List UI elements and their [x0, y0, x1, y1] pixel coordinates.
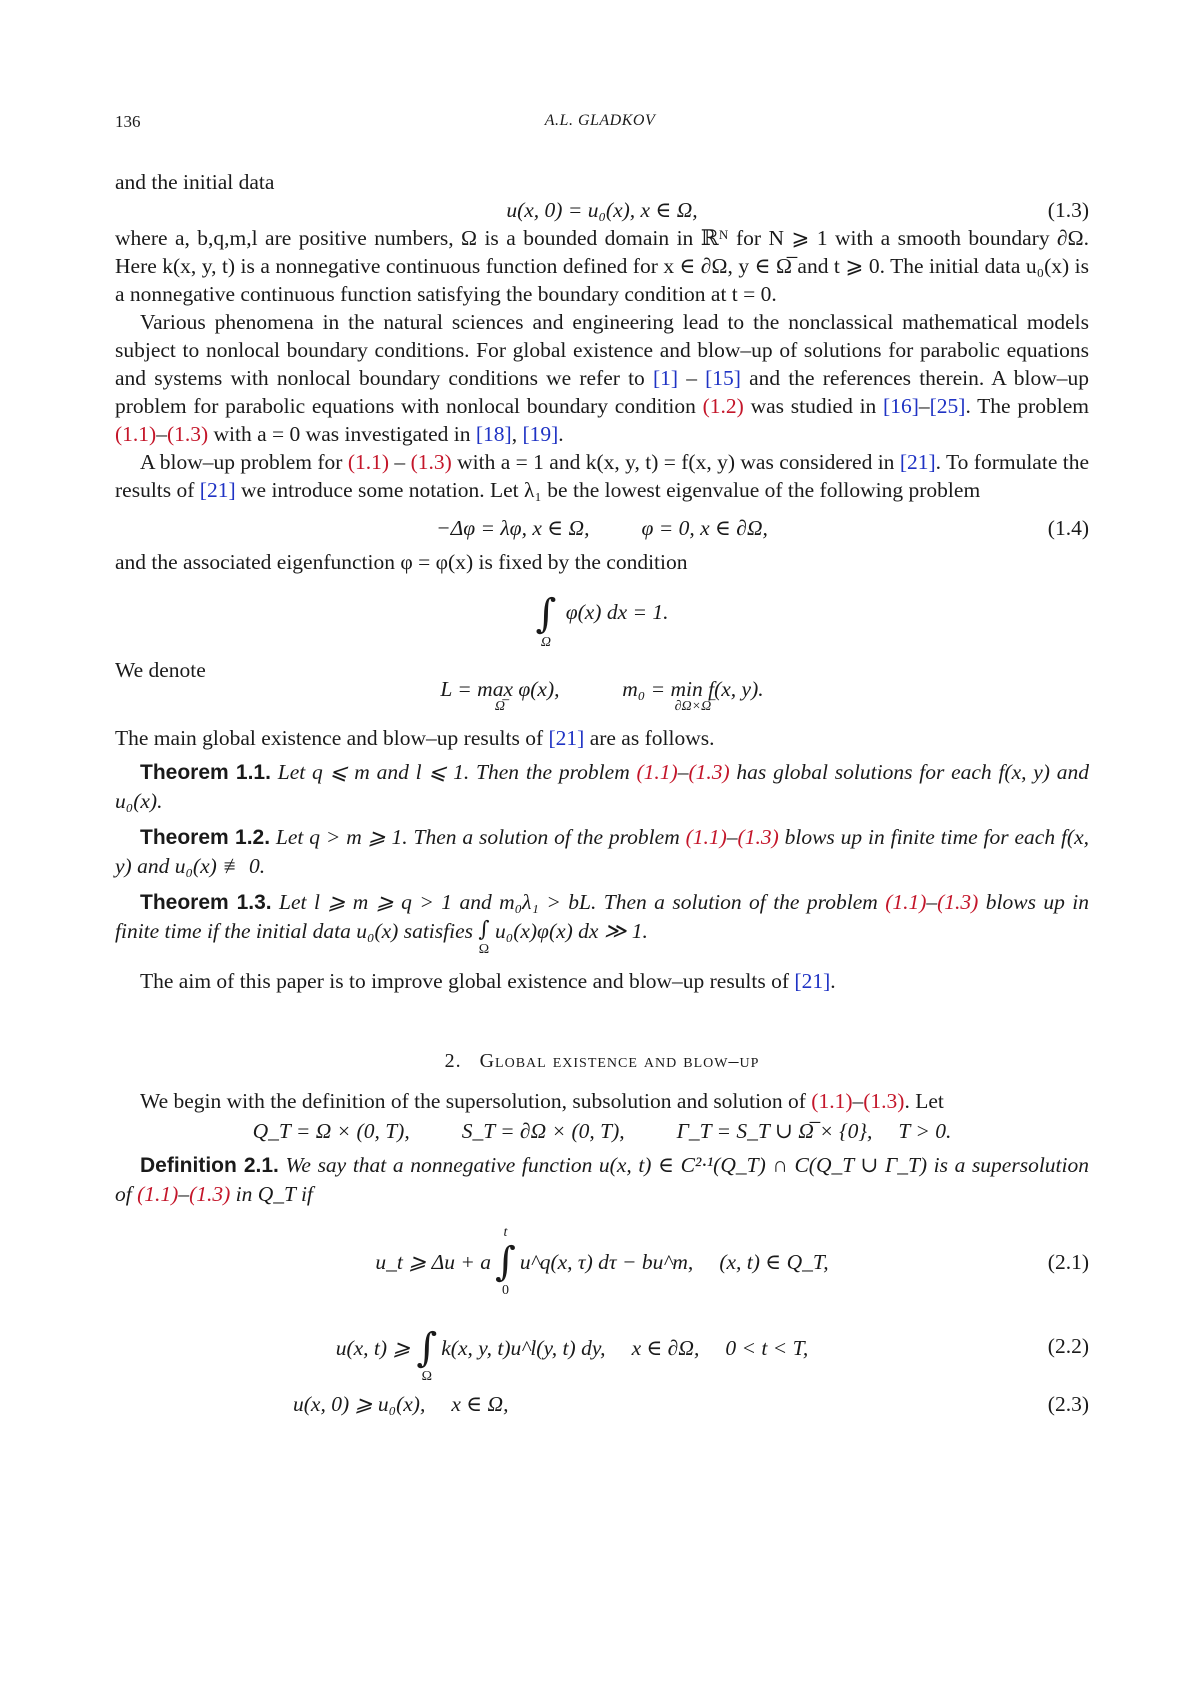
text-run: A blow–up problem for	[140, 450, 348, 474]
equation-2-2-condition-t: 0 < t < T,	[725, 1336, 809, 1360]
text-run: has global solutions for each f(x, y) and u₀(x).	[115, 760, 1089, 813]
theorem-label: Theorem 1.1.	[140, 761, 271, 784]
equation-number: (2.2)	[1047, 1334, 1089, 1358]
integral-sign	[495, 1226, 516, 1298]
running-header-author: A.L. GLADKOV	[544, 112, 656, 129]
equation-1-4-left: −Δφ = λφ, x ∈ Ω,	[436, 516, 590, 540]
definition-label: Definition 2.1.	[140, 1154, 279, 1177]
equation-2-1-left: u_t ⩾ Δu + a	[375, 1250, 492, 1274]
section-number: 2.	[444, 1050, 462, 1072]
equation-link[interactable]: (1.3)	[937, 890, 979, 914]
citation-link[interactable]: [19]	[522, 422, 559, 446]
section-title: Global existence and blow–up	[479, 1050, 760, 1072]
equation-2-1-integrand: u^q(x, τ) dτ − bu^m,	[519, 1250, 694, 1274]
text-run: –	[918, 394, 930, 418]
domain-definitions	[115, 1117, 1089, 1147]
paragraph-problem-assumptions: where a, b,q,m,l are positive numbers, Ω is a bounded domain in ℝᴺ for N ⩾ 1 with a smooth boundary ∂Ω. Here k(x, y, t) is a nonnegative continuous function defined for x ∈ ∂Ω, y ∈ Ω̅ and t ⩾ 0. The initial data u₀(x) is a nonnegative continuous function satisfying the boundary condition at t = 0.	[115, 226, 1089, 306]
integral-upper-limit: t	[503, 1225, 508, 1240]
theorem-label: Theorem 1.2.	[140, 826, 271, 849]
citation-link[interactable]: [21]	[794, 969, 831, 993]
equation-2-1	[115, 1214, 1089, 1310]
domain-S: S_T = ∂Ω × (0, T),	[461, 1119, 625, 1143]
citation-link[interactable]: [1]	[652, 366, 679, 390]
definition-m0-text: m₀ = min f(x, y).	[622, 677, 764, 701]
text-run: blows up in finite time for each f(x, y) and u₀(x) ≢ 0.	[115, 825, 1089, 878]
equation-1-4	[115, 514, 1089, 548]
normalization-integrand: φ(x) dx = 1.	[565, 599, 669, 624]
equation-link[interactable]: (1.2)	[702, 394, 744, 418]
text-run: –	[389, 450, 411, 474]
domain-Gamma: Γ_T = S_T ∪ Ω̅ × {0},	[676, 1119, 873, 1143]
text-run: –	[678, 366, 706, 390]
text-run: Let q > m ⩾ 1. Then a solution of the problem	[275, 825, 686, 849]
equation-1-3-body: u(x, 0) = u₀(x), x ∈ Ω,	[506, 198, 698, 222]
text-run: u₀(x)φ(x) dx ≫ 1.	[494, 919, 648, 943]
equation-link[interactable]: (1.1)	[685, 825, 727, 849]
equation-link[interactable]: (1.1)	[115, 422, 157, 446]
citation-link[interactable]: [21]	[199, 478, 236, 502]
equation-number: (2.3)	[1047, 1392, 1089, 1416]
equation-link[interactable]: (1.1)	[137, 1182, 179, 1206]
equation-link[interactable]: (1.3)	[410, 450, 452, 474]
equation-2-3-left: u(x, 0) ⩾ u₀(x),	[293, 1392, 426, 1416]
text-run: was studied in	[743, 394, 884, 418]
text-run: we introduce some notation. Let λ₁ be the lowest eigenvalue of the following problem	[235, 478, 981, 502]
text-run: blows up in finite time if the initial data u₀(x) satisfies	[115, 890, 1090, 943]
equation-2-2-integrand: k(x, y, t)u^l(y, t) dy,	[441, 1336, 606, 1360]
inline-integral-domain: Ω	[478, 942, 490, 957]
integral-sign	[535, 578, 556, 650]
citation-link[interactable]: [15]	[705, 366, 741, 390]
text-run: and the references therein. A blow–up problem for parabolic equations with nonlocal boundary condition	[115, 366, 1090, 418]
equation-link[interactable]: (1.1)	[636, 760, 678, 784]
equation-2-2	[115, 1310, 1089, 1386]
paragraph-aim	[115, 967, 1089, 995]
citation-link[interactable]: [18]	[475, 422, 512, 446]
integral-sign	[416, 1312, 437, 1384]
theorem-label: Theorem 1.3.	[140, 891, 272, 914]
equation-2-2-left: u(x, t) ⩾	[335, 1336, 411, 1360]
domain-Q: Q_T = Ω × (0, T),	[252, 1119, 410, 1143]
theorem-1-2: Theorem 1.2. Let q > m ⩾ 1. Then a solution of the problem (1.1)–(1.3) blows up in finite time for each f(x, y) and u₀(x) ≢ 0.	[115, 825, 1089, 878]
text-run: Let q ⩽ m and l ⩽ 1. Then the problem	[277, 760, 637, 784]
definitions-L-m0	[115, 678, 1089, 728]
equation-link[interactable]: (1.1)	[885, 890, 927, 914]
equation-2-1-condition: (x, t) ∈ Q_T,	[719, 1250, 829, 1274]
integral-icon: ∫	[495, 1239, 516, 1285]
page-number: 136	[115, 112, 141, 131]
equation-number: (1.4)	[1047, 516, 1089, 540]
text-run: We say that a nonnegative function u(x, t) ∈ C²·¹(Q_T) ∩ C(Q_T ∪ Γ_T) is a supersolution of	[115, 1153, 1090, 1206]
paragraph-literature: Various phenomena in the natural sciences and engineering lead to the nonclassical mathematical models subject to nonlocal boundary conditions. For global existence and blow–up of solutions for parabolic equations and systems with nonlocal boundary conditions we refer to [1] – [15] and the references therein. A blow–up problem for parabolic equations with nonlocal boundary condition (1.2) was studied in [16]–[25]. The problem (1.1)–(1.3) with a = 0 was investigated in [18], [19].	[115, 310, 1090, 446]
integral-lower-limit: 0	[501, 1283, 509, 1298]
paragraph-results-intro	[115, 724, 1089, 752]
integral-icon: ∫	[416, 1325, 438, 1371]
text-run: . Let	[904, 1089, 944, 1113]
equation-link[interactable]: (1.3)	[189, 1182, 231, 1206]
theorem-1-3: Theorem 1.3. Let l ⩾ m ⩾ q > 1 and m₀λ₁ > bL. Then a solution of the problem (1.1)–(1.3) blows up in finite time if the initial data u₀(x) satisfies ∫ Ω u₀(x)φ(x) dx ≫ 1.	[115, 890, 1090, 957]
text-run: with a = 0 was investigated in	[208, 422, 476, 446]
text-run: are as follows.	[584, 726, 715, 750]
text-run: in Q_T if	[230, 1182, 313, 1206]
equation-link[interactable]: (1.3)	[863, 1089, 905, 1113]
inline-integral: ∫ Ω	[478, 917, 490, 957]
equation-link[interactable]: (1.3)	[737, 825, 779, 849]
equation-number: (1.3)	[1047, 198, 1089, 222]
integral-icon: ∫	[535, 591, 557, 637]
definition-m0-subscript: ∂Ω×Ω̅	[674, 699, 712, 714]
intro-lead: and the initial data	[115, 170, 275, 194]
definition-m0	[622, 678, 763, 714]
domain-T: T > 0.	[898, 1119, 952, 1143]
text-run: Let l ⩾ m ⩾ q > 1 and m₀λ₁ > bL. Then a solution of the problem	[279, 890, 886, 914]
equation-link[interactable]: (1.1)	[347, 450, 390, 474]
citation-link[interactable]: [16]	[883, 394, 919, 418]
equation-link[interactable]: (1.3)	[688, 760, 730, 784]
citation-link[interactable]: [21]	[548, 726, 585, 750]
normalization-equation	[115, 578, 1089, 656]
text-run: We begin with the definition of the supersolution, subsolution and solution of	[140, 1089, 812, 1113]
citation-link[interactable]: [21]	[899, 450, 936, 474]
section-heading	[115, 1047, 1089, 1075]
text-run: .	[830, 969, 836, 993]
integral-domain: Ω	[421, 1369, 433, 1384]
citation-link[interactable]: [25]	[929, 394, 966, 418]
text-run: with a = 1 and k(x, y, t) = f(x, y) was considered in	[451, 450, 900, 474]
page-body	[115, 168, 1089, 1426]
equation-number: (2.1)	[1047, 1250, 1089, 1274]
text-run: The main global existence and blow–up results of	[115, 726, 549, 750]
equation-link[interactable]: (1.3)	[166, 422, 209, 446]
equation-1-4-right: φ = 0, x ∈ ∂Ω,	[641, 516, 768, 540]
text-run: Various phenomena in the natural sciences and engineering lead to the nonclassical mathematical models subject to nonlocal boundary conditions. For global existence and blow–up of solutions for parabolic equations and systems with nonlocal boundary conditions we refer to	[115, 310, 1089, 390]
paragraph-prior-result	[115, 448, 1089, 504]
equation-1-3	[115, 196, 1089, 224]
paragraph-definitions-intro: We begin with the definition of the supersolution, subsolution and solution of (1.1)–(1.3). Let	[140, 1089, 944, 1113]
text-run: The aim of this paper is to improve global existence and blow–up results of	[140, 969, 795, 993]
definition-L	[440, 678, 559, 714]
definition-L-text: L = max φ(x),	[440, 677, 560, 701]
theorem-1-1: Theorem 1.1. Let q ⩽ m and l ⩽ 1. Then the problem (1.1)–(1.3) has global solutions for each f(x, y) and u₀(x).	[115, 760, 1089, 813]
definition-L-subscript: Ω̅	[494, 699, 505, 714]
equation-2-3-condition: x ∈ Ω,	[451, 1392, 509, 1416]
definition-2-1: Definition 2.1. We say that a nonnegative function u(x, t) ∈ C²·¹(Q_T) ∩ C(Q_T ∪ Γ_T) is a supersolution of (1.1)–(1.3) in Q_T if	[115, 1153, 1090, 1206]
we-denote: We denote	[115, 658, 206, 682]
text-run: . The problem	[965, 394, 1089, 418]
equation-2-3	[115, 1390, 1089, 1426]
integral-domain: Ω	[540, 635, 551, 650]
paragraph-eigenfunction: and the associated eigenfunction φ = φ(x) is fixed by the condition	[115, 550, 688, 574]
text-run: . To formulate the results of	[115, 450, 1090, 502]
equation-link[interactable]: (1.1)	[811, 1089, 853, 1113]
equation-2-2-condition-x: x ∈ ∂Ω,	[631, 1336, 700, 1360]
